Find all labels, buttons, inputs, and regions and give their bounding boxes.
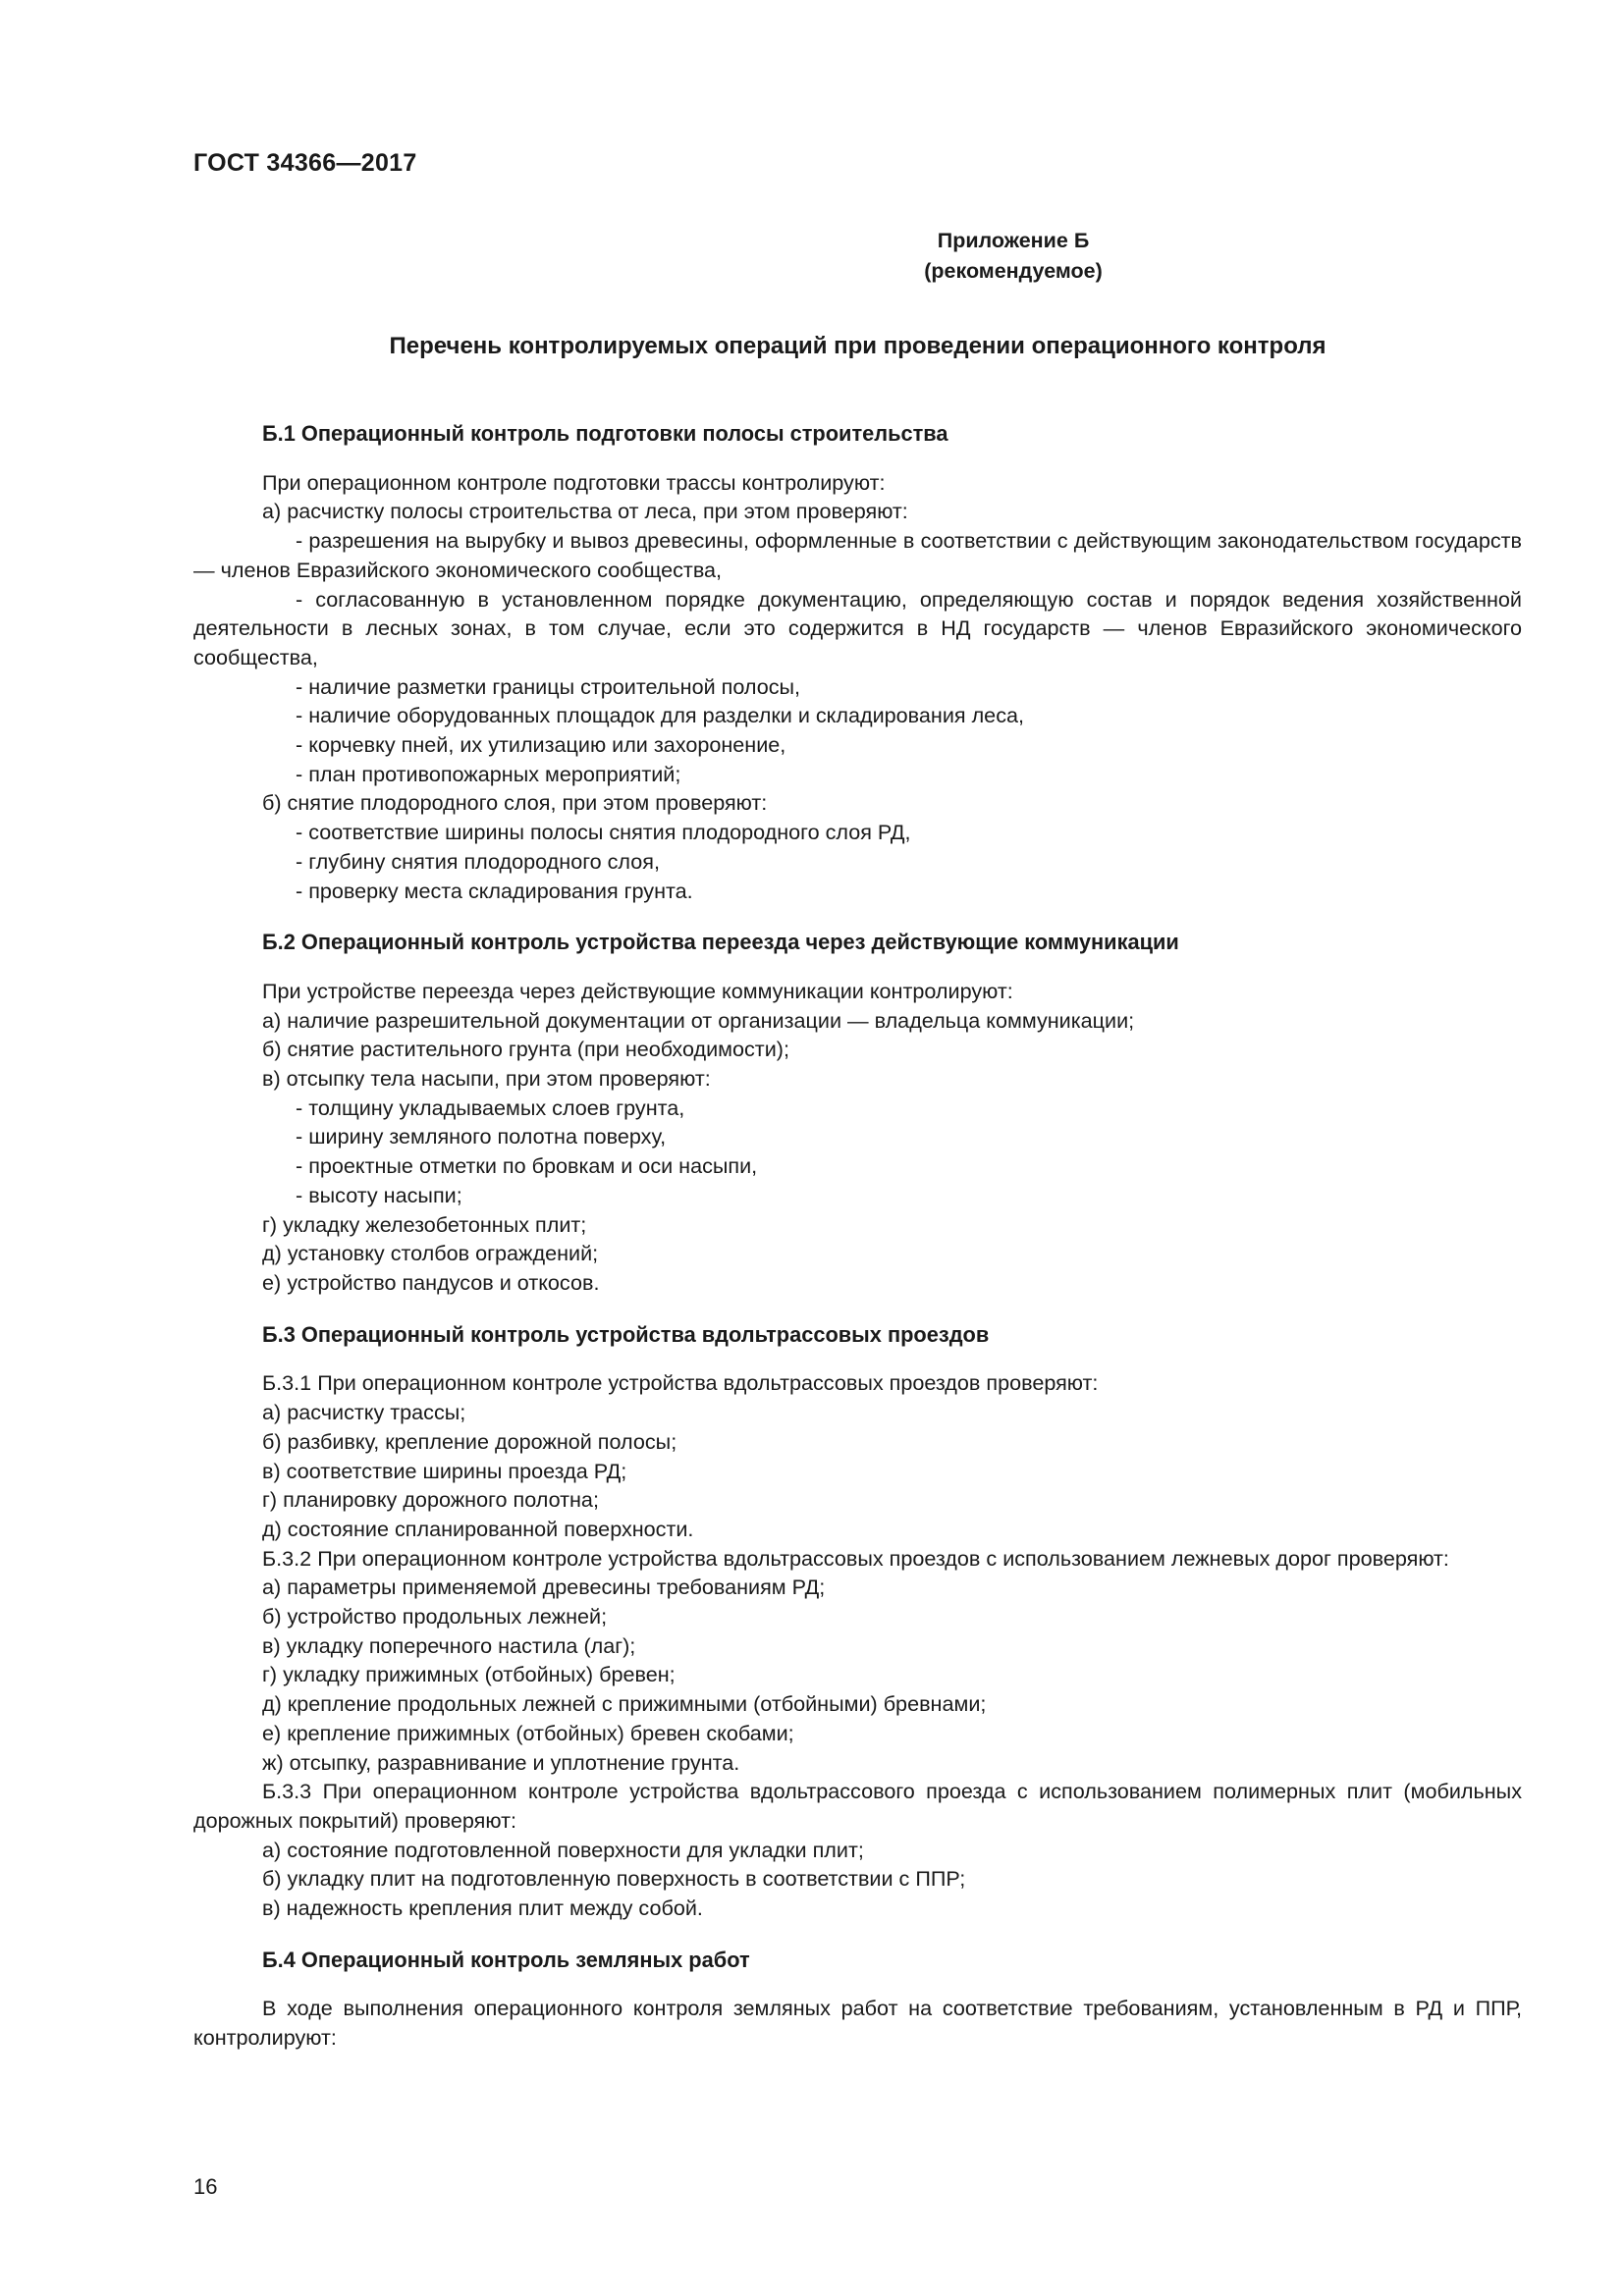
text-line: а) наличие разрешительной документации от организации — владельца коммуникации; (262, 1007, 1135, 1033)
text-line: - корчевку пней, их утилизацию или захоронение, (296, 732, 786, 758)
text-line: - наличие оборудованных площадок для разделки и складирования леса, (296, 703, 1024, 728)
text-line: Б.3.3 При операционном контроле устройства вдольтрассового проезда с использованием полимерных плит (мобильных дорожных покрытий) проверяют: (193, 1779, 1522, 1833)
text-line: - наличие разметки границы строительной полосы, (296, 673, 801, 699)
text-line: а) параметры применяемой древесины требованиям РД; (262, 1575, 826, 1600)
text-line: б) устройство продольных лежней; (262, 1604, 608, 1629)
text-line: - согласованную в установленном порядке документацию, определяющую состав и порядок ведения хозяйственной деятельности в лесных зонах, в том случае, если это содержится в НД государств — членов Евразийского экономического сообщества, (193, 586, 1522, 669)
page-title: Перечень контролируемых операций при проведении операционного контроля (389, 333, 1326, 359)
text-line: в) укладку поперечного настила (лаг); (262, 1632, 636, 1658)
appendix-label: Приложение Б (937, 229, 1090, 252)
text-line: в) отсыпку тела насыпи, при этом проверяют: (262, 1066, 711, 1092)
text-line: В ходе выполнения операционного контроля земляных работ на соответствие требованиям, установленным в РД и ППР, контролируют: (193, 1996, 1522, 2051)
text-line: г) укладку железобетонных плит; (262, 1211, 587, 1237)
text-line: - разрешения на вырубку и вывоз древесины, оформленные в соответствии с действующим законодательством государств — членов Евразийского экономического сообщества, (193, 528, 1522, 582)
text-line: г) планировку дорожного полотна; (262, 1487, 599, 1513)
text-line: - толщину укладываемых слоев грунта, (296, 1095, 685, 1120)
text-line: а) расчистку трассы; (262, 1400, 466, 1425)
text-line: - план противопожарных мероприятий; (296, 761, 681, 786)
text-line: - соответствие ширины полосы снятия плодородного слоя РД, (296, 820, 911, 845)
text-line: е) крепление прижимных (отбойных) бревен скобами; (262, 1720, 794, 1745)
text-line: д) состояние спланированной поверхности. (262, 1516, 694, 1541)
section-heading: Б.4 Операционный контроль земляных работ (262, 1947, 750, 1972)
text-line: - высоту насыпи; (296, 1182, 462, 1207)
text-line: д) крепление продольных лежней с прижимными (отбойными) бревнами; (262, 1691, 987, 1717)
text-line: б) укладку плит на подготовленную поверхность в соответствии с ППР; (262, 1866, 966, 1892)
text-line: д) установку столбов ограждений; (262, 1241, 599, 1266)
text-line: а) расчистку полосы строительства от леса, при этом проверяют: (262, 499, 908, 524)
text-line: Б.3.1 При операционном контроле устройства вдольтрассовых проездов проверяют: (262, 1370, 1099, 1396)
text-line: ж) отсыпку, разравнивание и уплотнение грунта. (262, 1749, 740, 1775)
text-line: е) устройство пандусов и откосов. (262, 1269, 600, 1295)
text-line: г) укладку прижимных (отбойных) бревен; (262, 1662, 676, 1687)
text-line: Б.3.2 При операционном контроле устройства вдольтрассовых проездов с использованием лежневых дорог проверяют: (262, 1545, 1449, 1571)
text-line: - проектные отметки по бровкам и оси насыпи, (296, 1153, 758, 1179)
document-standard-number: ГОСТ 34366—2017 (193, 149, 417, 177)
section-3 (193, 1320, 1522, 1923)
text-line: б) разбивку, крепление дорожной полосы; (262, 1428, 677, 1454)
page-number: 16 (193, 2174, 218, 2199)
text-line: При устройстве переезда через действующие коммуникации контролируют: (262, 978, 1013, 1003)
text-line: в) надежность крепления плит между собой. (262, 1896, 703, 1921)
text-line: - ширину земляного полотна поверху, (296, 1124, 667, 1149)
section-1 (193, 419, 1522, 905)
text-line: При операционном контроле подготовки трассы контролируют: (262, 469, 886, 495)
document-body (193, 419, 1522, 2075)
text-line: б) снятие растительного грунта (при необходимости); (262, 1037, 789, 1062)
section-2 (193, 928, 1522, 1297)
text-line: - глубину снятия плодородного слоя, (296, 848, 660, 874)
appendix-status: (рекомендуемое) (924, 259, 1103, 283)
text-line: б) снятие плодородного слоя, при этом проверяют: (262, 790, 768, 816)
section-heading: Б.1 Операционный контроль подготовки полосы строительства (262, 421, 948, 446)
text-line: - проверку места складирования грунта. (296, 878, 693, 903)
section-heading: Б.3 Операционный контроль устройства вдольтрассовых проездов (262, 1321, 990, 1347)
section-heading: Б.2 Операционный контроль устройства переезда через действующие коммуникации (262, 930, 1179, 955)
section-4 (193, 1946, 1522, 2053)
appendix-block (0, 226, 1624, 287)
text-line: а) состояние подготовленной поверхности для укладки плит; (262, 1837, 864, 1862)
text-line: в) соответствие ширины проезда РД; (262, 1458, 627, 1483)
